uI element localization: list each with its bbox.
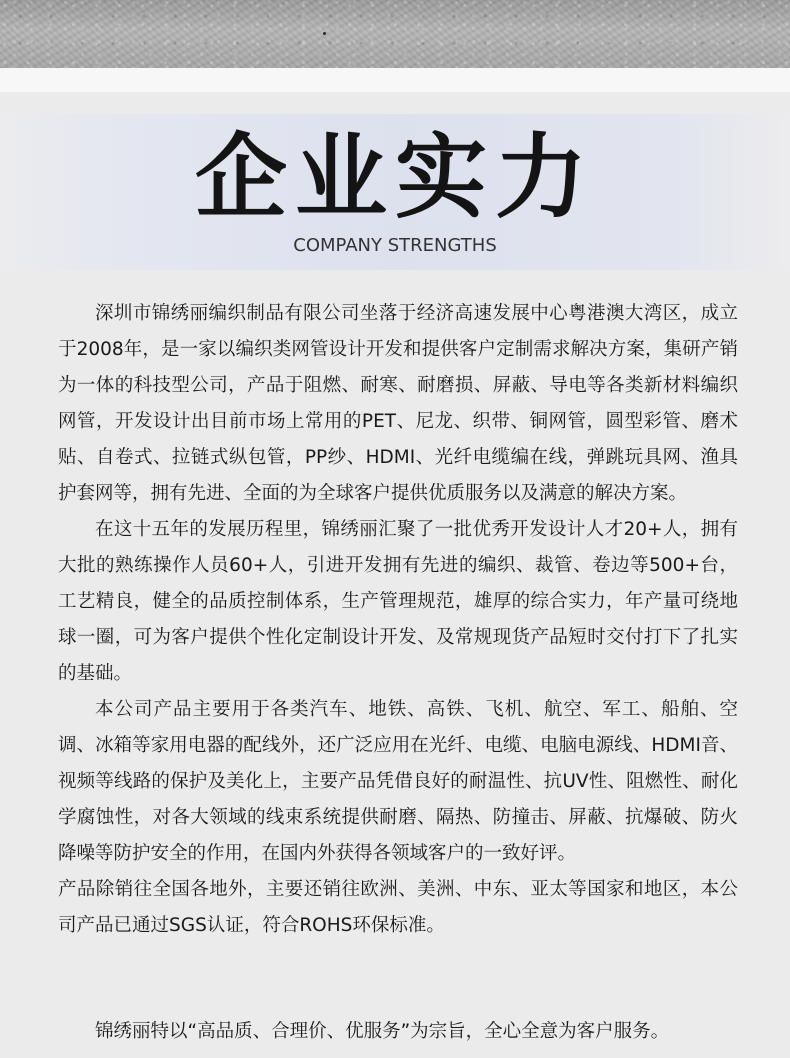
paragraph-intro: 深圳市锦绣丽编织制品有限公司坐落于经济高速发展中心粤港澳大湾区，成立于2008年，是一家以编织类网管设计开发和提供客户定制需求解决方案，集研产销为一体的科技型公司，产品于阻燃、耐寒、耐磨损、屏蔽、导电等各类新材料编织网管，开发设计出目前市场上常用的PET、尼龙、织带、铜网管，圆型彩管、磨术贴、自卷式、拉链式纵包管，PP纱、HDMI、光纤电缆编在线，弹跳玩具网、渔具护套网等，拥有先进、全面的为全球客户提供优质服务以及满意的解决方案。	[58, 303, 738, 504]
company-description	[58, 296, 738, 944]
paragraph-markets: 产品除销往全国各地外，主要还销往欧洲、美洲、中东、亚太等国家和地区，本公司产品已通过SGS认证，符合ROHS环保标准。	[58, 879, 738, 936]
paragraph-history: 在这十五年的发展历程里，锦绣丽汇聚了一批优秀开发设计人才20+人，拥有大批的熟练操作人员60+人，引进开发拥有先进的编织、裁管、卷边等500+台，工艺精良，健全的品质控制体系，生产管理规范，雄厚的综合实力，年产量可绕地球一圈，可为客户提供个性化定制设计开发、及常规现货产品短时交付打下了扎实的基础。	[58, 519, 738, 684]
banner-divider	[0, 68, 790, 92]
page-title: 企业实力	[194, 124, 595, 231]
page-subtitle: COMPANY STRENGTHS	[293, 235, 497, 256]
texture-speck	[323, 32, 326, 35]
concrete-texture-banner	[0, 0, 790, 68]
closing-statement: 锦绣丽特以“高品质、合理价、优服务”为宗旨，全心全意为客户服务。	[95, 1021, 670, 1042]
paragraph-applications: 本公司产品主要用于各类汽车、地铁、高铁、飞机、航空、军工、船舶、空调、冰箱等家用电器的配线外，还广泛应用在光纤、电缆、电脑电源线、HDMI音、视频等线路的保护及美化上，主要产品凭借良好的耐温性、抗UV性、阻燃性、耐化学腐蚀性，对各大领域的线束系统提供耐磨、隔热、防撞击、屏蔽、抗爆破、防火降噪等防护安全的作用，在国内外获得各领域客户的一致好评。	[58, 699, 738, 864]
